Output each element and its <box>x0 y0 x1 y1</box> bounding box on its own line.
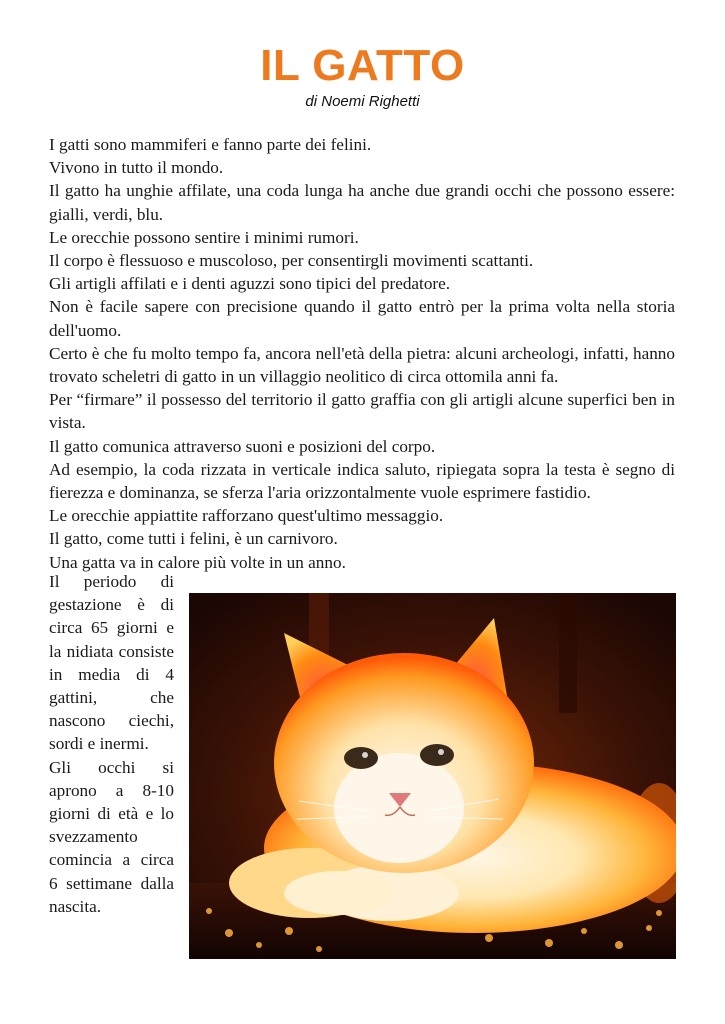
paragraph: Vivono in tutto il mondo. <box>49 158 224 178</box>
paragraph: Una gatta va in calore più volte in un anno. <box>49 552 346 572</box>
paragraph: Il gatto ha unghie affilate, una coda lunga ha anche due grandi occhi che possono essere: gialli, verdi, blu. <box>49 181 675 224</box>
side-column-text <box>49 570 174 918</box>
paragraph: Ad esempio, la coda rizzata in verticale indica saluto, ripiegata sopra la testa è segno di fierezza e dominanza, se sferza l'aria orizzontalmente vuole esprimere fastidio. <box>49 459 675 503</box>
paragraph: Non è facile sapere con precisione quando il gatto entrò per la prima volta nella storia dell'uomo. <box>49 297 675 340</box>
article-body <box>49 133 675 574</box>
page-title: IL GATTO <box>260 41 465 90</box>
author-byline: di Noemi Righetti <box>305 93 420 110</box>
paragraph: Il gatto comunica attraverso suoni e posizioni del corpo. <box>49 436 436 456</box>
paragraph: Le orecchie appiattite rafforzano quest'ultimo messaggio. <box>49 506 444 526</box>
paragraph: I gatti sono mammiferi e fanno parte dei felini. <box>49 135 372 154</box>
paragraph: Le orecchie possono sentire i minimi rumori. <box>49 227 359 247</box>
paragraph: Il gatto, come tutti i felini, è un carnivoro. <box>49 529 338 549</box>
side-paragraph: Gli occhi si aprono a 8-10 giorni di età e lo svezzamento comincia a circa 6 settimane dalla nascita. <box>49 757 174 916</box>
side-paragraph: Il periodo di gestazione è di circa 65 giorni e la nidiata consiste in media di 4 gattini, che nascono ciechi, sordi e inermi. <box>49 572 174 754</box>
kitten-icon <box>189 593 676 959</box>
paragraph: Per “firmare” il possesso del territorio il gatto graffia con gli artigli alcune superfici ben in vista. <box>49 390 675 433</box>
kitten-photo <box>189 593 676 959</box>
paragraph: Gli artigli affilati e i denti aguzzi sono tipici del predatore. <box>49 274 451 294</box>
paragraph: Il corpo è flessuoso e muscoloso, per consentirgli movimenti scattanti. <box>49 251 534 271</box>
paragraph: Certo è che fu molto tempo fa, ancora nell'età della pietra: alcuni archeologi, infatti, hanno trovato scheletri di gatto in un villaggio neolitico di circa ottomila anni fa. <box>49 343 675 387</box>
